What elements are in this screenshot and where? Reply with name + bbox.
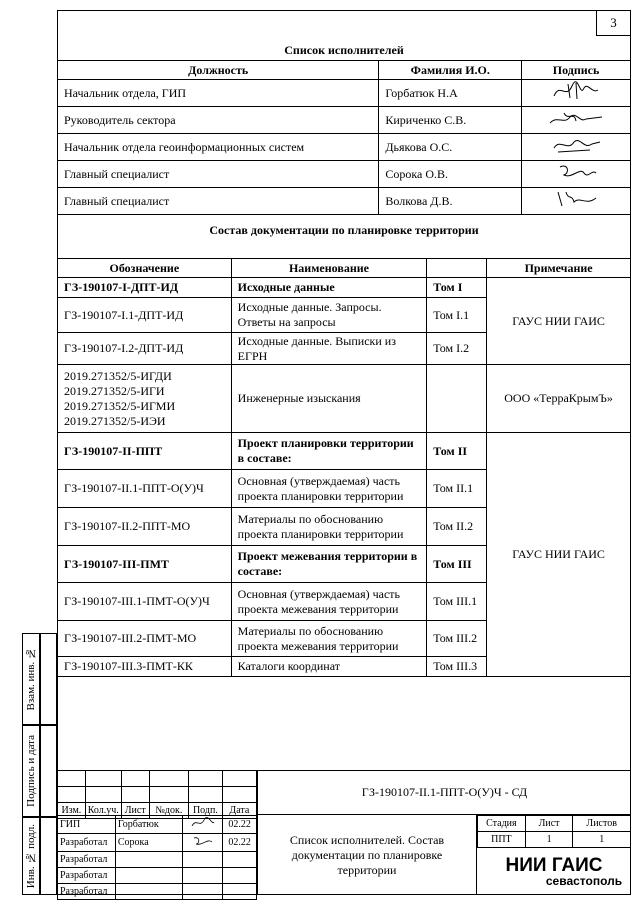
- volume-cell: Том I.2: [427, 333, 487, 365]
- volume-cell: Том III: [427, 546, 487, 583]
- code-line: 2019.271352/5-ИЭИ: [64, 413, 166, 428]
- date-cell: [223, 868, 257, 884]
- name-cell: Основная (утверждаемая) часть проекта планировки территории: [231, 470, 427, 508]
- sheets-label: Листов: [573, 816, 631, 832]
- handwritten-signature: [188, 834, 218, 847]
- table-row: [58, 868, 257, 884]
- position-cell: Начальник отдела геоинформационных систем: [58, 134, 379, 161]
- note-cell: ГАУС НИИ ГАИС: [487, 278, 631, 365]
- table-row: [58, 816, 257, 834]
- position-cell: Главный специалист: [58, 161, 379, 188]
- name-cell: Инженерные изыскания: [231, 365, 427, 433]
- table-row: [58, 134, 631, 161]
- name-cell: Волкова Д.В.: [379, 188, 522, 215]
- handwritten-signature: [546, 80, 606, 102]
- name-cell: Горбатюк: [115, 816, 182, 834]
- name-cell: Исходные данные. Выписки из ЕГРН: [231, 333, 427, 365]
- signature-cell: [522, 161, 631, 188]
- signature-cell: [183, 852, 223, 868]
- code-cell: ГЗ-190107-II.1-ППТ-О(У)Ч: [58, 470, 232, 508]
- name-cell: Сорока: [115, 834, 182, 852]
- signature-cell: [522, 188, 631, 215]
- name-cell: Сорока О.В.: [379, 161, 522, 188]
- date-cell: [223, 852, 257, 868]
- name-cell: Проект межевания территории в составе:: [231, 546, 427, 583]
- company-logo: [477, 847, 631, 895]
- stage-table: [477, 815, 631, 848]
- sheet-label: Лист: [525, 816, 573, 832]
- name-cell: [115, 868, 182, 884]
- code-cell: ГЗ-190107-II-ППТ: [58, 433, 232, 470]
- code-cell: ГЗ-190107-II.2-ППТ-МО: [58, 508, 232, 546]
- side-cell: [40, 725, 57, 817]
- table-row: [58, 852, 257, 868]
- note-cell: ГАУС НИИ ГАИС: [487, 433, 631, 677]
- col-header: №док.: [149, 803, 188, 819]
- volume-cell: Том III.1: [427, 583, 487, 621]
- name-cell: Дьякова О.С.: [379, 134, 522, 161]
- sheet-number: 3: [596, 10, 631, 36]
- header-note: Примечание: [487, 259, 631, 278]
- code-cell: ГЗ-190107-III.3-ПМТ-КК: [58, 657, 232, 677]
- code-cell: ГЗ-190107-III.2-ПМТ-МО: [58, 621, 232, 657]
- volume-cell: Том I.1: [427, 298, 487, 333]
- table-row: [58, 884, 257, 900]
- position-cell: Руководитель сектора: [58, 107, 379, 134]
- volume-cell: Том III.3: [427, 657, 487, 677]
- name-cell: Кириченко С.В.: [379, 107, 522, 134]
- header-position: Должность: [58, 61, 379, 80]
- volume-cell: Том II.2: [427, 508, 487, 546]
- code-line: 2019.271352/5-ИГДИ: [64, 368, 172, 383]
- document-title: Список исполнителей. Состав документации по планировке территории: [257, 815, 477, 895]
- documentation-table: [57, 258, 631, 677]
- side-cell: [40, 817, 57, 895]
- name-cell: Основная (утверждаемая) часть проекта межевания территории: [231, 583, 427, 621]
- executors-table: [57, 60, 631, 215]
- col-header: Изм.: [58, 803, 86, 819]
- role-cell: Разработал: [58, 884, 116, 900]
- side-label-replacement: Взам. инв. №: [22, 633, 40, 725]
- handwritten-signature: [546, 134, 606, 156]
- col-header: Лист: [121, 803, 149, 819]
- signature-cell: [522, 80, 631, 107]
- document-code: ГЗ-190107-II.1-ППТ-О(У)Ч - СД: [257, 770, 631, 815]
- date-cell: [223, 884, 257, 900]
- name-cell: Исходные данные: [231, 278, 427, 298]
- handwritten-signature: [546, 161, 606, 183]
- name-cell: [115, 884, 182, 900]
- signature-cell: [183, 816, 223, 834]
- code-line: 2019.271352/5-ИГМИ: [64, 398, 176, 413]
- logo-main-text: НИИ ГАИС: [505, 854, 603, 876]
- documentation-title: Состав документации по планировке территории: [209, 223, 479, 237]
- code-cell: ГЗ-190107-I-ДПТ-ИД: [58, 278, 232, 298]
- revision-grid: [57, 770, 257, 819]
- role-cell: Разработал: [58, 852, 116, 868]
- name-cell: [115, 852, 182, 868]
- position-cell: Начальник отдела, ГИП: [58, 80, 379, 107]
- header-name: Наименование: [231, 259, 427, 278]
- sheets-value: 1: [573, 832, 631, 848]
- date-cell: 02.22: [223, 834, 257, 852]
- col-header: Дата: [222, 803, 256, 819]
- table-row: [58, 80, 631, 107]
- header-signature: Подпись: [522, 61, 631, 80]
- stage-label: Стадия: [478, 816, 526, 832]
- code-cell: ГЗ-190107-III-ПМТ: [58, 546, 232, 583]
- signature-cell: [522, 107, 631, 134]
- role-cell: ГИП: [58, 816, 116, 834]
- date-cell: 02.22: [223, 816, 257, 834]
- col-header: Подп.: [189, 803, 223, 819]
- name-cell: Каталоги координат: [231, 657, 427, 677]
- code-cell: ГЗ-190107-I.2-ДПТ-ИД: [58, 333, 232, 365]
- header-name: Фамилия И.О.: [379, 61, 522, 80]
- handwritten-signature: [546, 107, 606, 129]
- sheet-value: 1: [525, 832, 573, 848]
- name-cell: Проект планировки территории в составе:: [231, 433, 427, 470]
- volume-cell: Том II.1: [427, 470, 487, 508]
- table-row: [58, 433, 631, 470]
- table-row: [58, 278, 631, 298]
- table-row: [58, 834, 257, 852]
- volume-cell: Том II: [427, 433, 487, 470]
- signature-cell: [183, 868, 223, 884]
- code-line: 2019.271352/5-ИГИ: [64, 383, 165, 398]
- table-row: [58, 107, 631, 134]
- col-header: Кол.уч.: [85, 803, 121, 819]
- volume-cell: Том I: [427, 278, 487, 298]
- table-row: [58, 365, 631, 433]
- volume-cell: [427, 365, 487, 433]
- table-row: [58, 161, 631, 188]
- role-cell: Разработал: [58, 868, 116, 884]
- name-cell: Материалы по обоснованию проекта межевания территории: [231, 621, 427, 657]
- logo-sub-text: севастополь: [545, 873, 623, 888]
- stage-value: ППТ: [478, 832, 526, 848]
- position-cell: Главный специалист: [58, 188, 379, 215]
- role-cell: Разработал: [58, 834, 116, 852]
- volume-cell: Том III.2: [427, 621, 487, 657]
- name-cell: Исходные данные. Запросы. Ответы на запросы: [231, 298, 427, 333]
- name-cell: Горбатюк Н.А: [379, 80, 522, 107]
- side-label-inventory: Инв. № подл.: [22, 817, 40, 895]
- signature-cell: [522, 134, 631, 161]
- signature-cell: [183, 884, 223, 900]
- header-code: Обозначение: [58, 259, 232, 278]
- handwritten-signature: [188, 816, 218, 829]
- code-cell: [58, 365, 232, 433]
- name-cell: Материалы по обоснованию проекта планировки территории: [231, 508, 427, 546]
- handwritten-signature: [546, 188, 606, 210]
- executors-title: Список исполнителей: [284, 43, 404, 57]
- side-label-signature-date: Подпись и дата: [22, 725, 40, 817]
- code-cell: ГЗ-190107-III.1-ПМТ-О(У)Ч: [58, 583, 232, 621]
- side-cell: [40, 633, 57, 725]
- header-volume: [427, 259, 487, 278]
- code-cell: ГЗ-190107-I.1-ДПТ-ИД: [58, 298, 232, 333]
- approvals-table: [57, 815, 257, 900]
- table-row: [58, 188, 631, 215]
- note-cell: ООО «ТерраКрымЪ»: [487, 365, 631, 433]
- signature-cell: [183, 834, 223, 852]
